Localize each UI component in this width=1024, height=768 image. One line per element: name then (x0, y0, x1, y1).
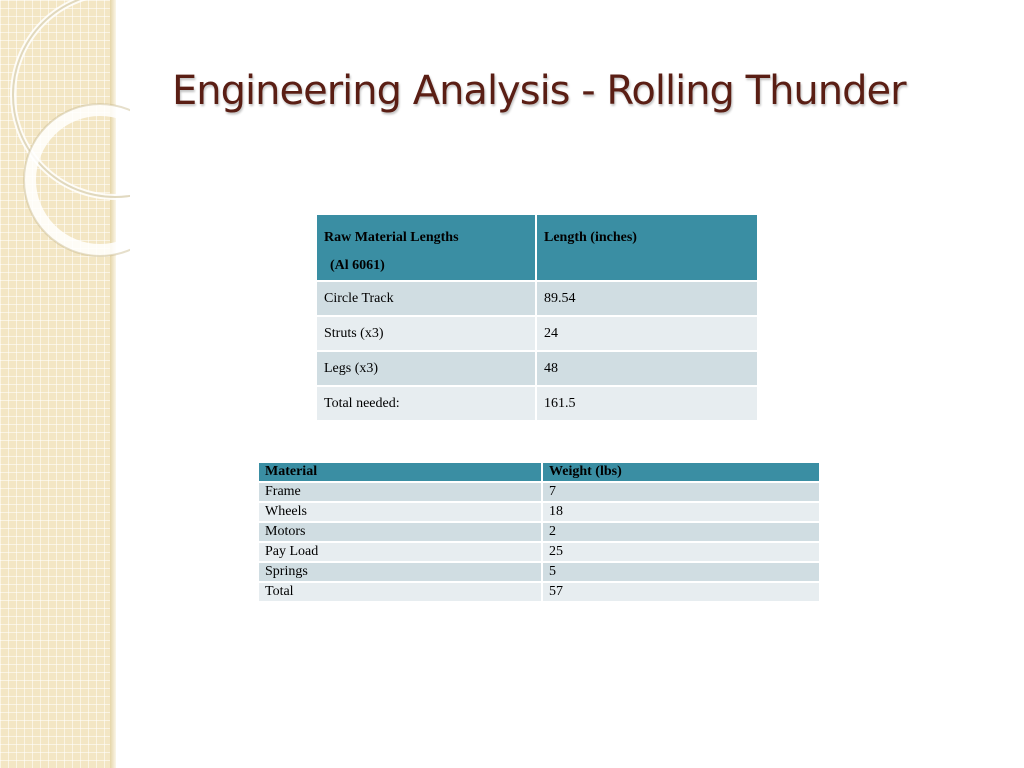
table-row (316, 386, 758, 421)
cell-material: Springs (258, 562, 542, 582)
cell-weight: 57 (542, 582, 820, 602)
cell-material: Motors (258, 522, 542, 542)
header-length: Length (inches) (536, 214, 758, 281)
table-header-row (258, 462, 820, 482)
table-row (316, 351, 758, 386)
cell-material: Struts (x3) (316, 316, 536, 351)
decorative-rings (0, 0, 130, 260)
table-row (258, 582, 820, 602)
table-row (258, 542, 820, 562)
cell-weight: 5 (542, 562, 820, 582)
cell-weight: 18 (542, 502, 820, 522)
table-row (258, 482, 820, 502)
header-raw-material-line2: (Al 6061) (330, 258, 385, 273)
header-material: Material (258, 462, 542, 482)
table-row (316, 316, 758, 351)
table-header-row (316, 214, 758, 281)
table-row (258, 522, 820, 542)
cell-length: 89.54 (536, 281, 758, 316)
cell-material: Pay Load (258, 542, 542, 562)
raw-material-lengths-table (315, 213, 759, 422)
table-row (258, 562, 820, 582)
cell-material: Total (258, 582, 542, 602)
header-raw-material (316, 214, 536, 281)
table-row (258, 502, 820, 522)
cell-weight: 7 (542, 482, 820, 502)
cell-weight: 2 (542, 522, 820, 542)
cell-material: Total needed: (316, 386, 536, 421)
cell-length: 24 (536, 316, 758, 351)
header-weight: Weight (lbs) (542, 462, 820, 482)
cell-length: 48 (536, 351, 758, 386)
header-raw-material-line1: Raw Material Lengths (324, 230, 459, 245)
cell-material: Circle Track (316, 281, 536, 316)
table-row (316, 281, 758, 316)
slide-title: Engineering Analysis - Rolling Thunder (172, 68, 906, 114)
cell-material: Legs (x3) (316, 351, 536, 386)
cell-weight: 25 (542, 542, 820, 562)
cell-material: Wheels (258, 502, 542, 522)
material-weights-table (257, 461, 821, 603)
cell-length: 161.5 (536, 386, 758, 421)
cell-material: Frame (258, 482, 542, 502)
